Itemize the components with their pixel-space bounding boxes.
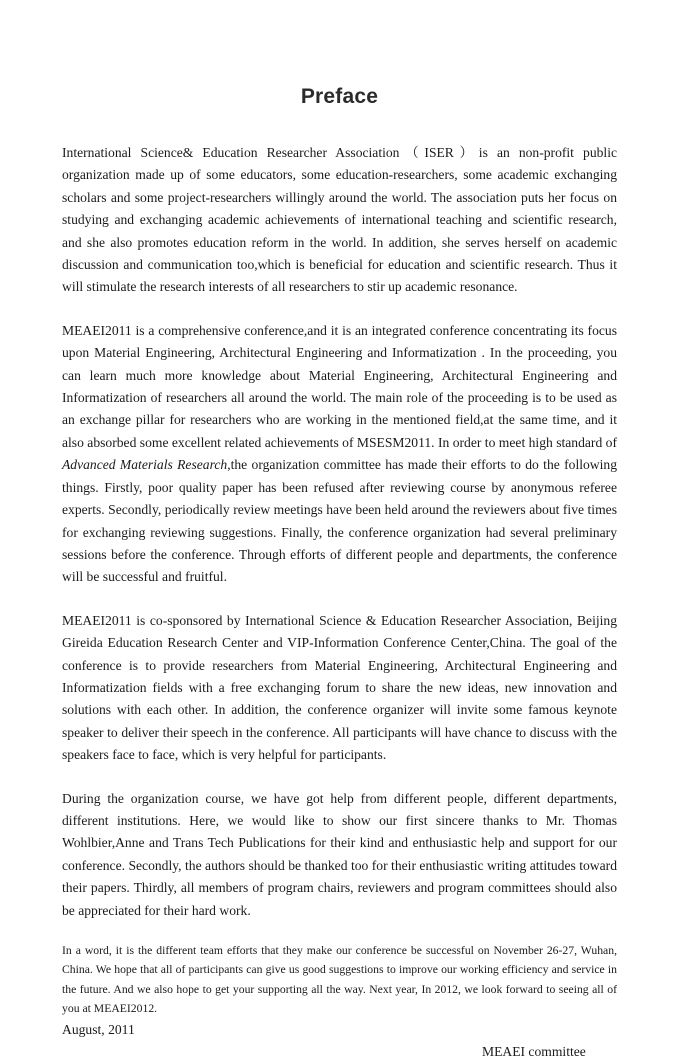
paragraph-sponsors: MEAEI2011 is co-sponsored by International Science & Education Researcher Association, Beijing Gireida Education Research Center and VIP-Information Conference Center,China. The goal of the conference is to provide researchers from Material Engineering, Architectural Engineering and Informatization fields with a free exchanging forum to share the new ideas, new innovation and solutions with each other. In addition, the conference organizer will invite some famous keynote speaker to deliver their speech in the conference. All participants will have chance to discuss with the speakers face to face, which is very helpful for participants. [62, 612, 617, 763]
paragraph-conference-overview [62, 320, 617, 589]
signoff-date: August, 2011 [62, 1021, 135, 1037]
journal-title-italic: Advanced Materials Research [62, 457, 228, 473]
paragraph-acknowledgements: During the organization course, we have got help from different people, different departments, different institutions. Here, we would like to show our first sincere thanks to Mr. Thomas Wohlbier,Anne and Trans Tech Publications for their kind and enthusiastic help and support for our conference. Secondly, the authors should be thanked too for their enthusiastic writing attitudes toward their papers. Thirdly, all members of program chairs, reviewers and program committees should also be appreciated for their hard work. [62, 790, 617, 918]
page-title: Preface [300, 85, 379, 108]
paragraph-intro-association: International Science& Education Researcher Association（ISER）is an non-profit public organization made up of some educators, some education-researchers, some academic exchanging scholars and some project-researchers willingly around the world. The association puts her focus on studying and exchanging academic achievements of international teaching and scientific research, and she also promotes education reform in the world. In addition, she serves herself on academic discussion and communication too,which is beneficial for education and scientific research. Thus it will stimulate the research interests of all researchers to stir up academic resonance. [62, 145, 617, 295]
paragraph-text-after-journal: ,the organization committee has made their efforts to do the following things. Firstly, poor quality paper has been refused after reviewing course by anonymous referee experts. Secondly, periodically review meetings have been held around the reviewers about five times for exchanging reviewing suggestions. Finally, the conference organization had several preliminary sessions before the conference. Through efforts of different people and departments, the conference will be successful and fruitful. [62, 457, 617, 585]
signoff-committee: MEAEI committee [482, 1044, 586, 1060]
document-content [62, 0, 617, 1063]
paragraph-closing-note: In a word, it is the different team efforts that they make our conference be successful on November 26-27, Wuhan, China. We hope that all of participants can give us good suggestions to improve our working efficiency and service in the future. And we also hope to get your supporting all the way. Next year, In 2012, we look forward to seeing all of you at MEAEI2012. [62, 944, 617, 1016]
paragraph-text-before-journal: MEAEI2011 is a comprehensive conference,and it is an integrated conference concentrating its focus upon Material Engineering, Architectural Engineering and Informatization . In the proceeding, you can learn much more knowledge about Material Engineering, Architectural Engineering and Informatization of researchers all around the world. The main role of the proceeding is to be used as an exchange pillar for researchers who are working in the mentioned field,at the same time, and it also absorbed some excellent related achievements of MSESM2011. In order to meet high standard of [62, 322, 617, 450]
